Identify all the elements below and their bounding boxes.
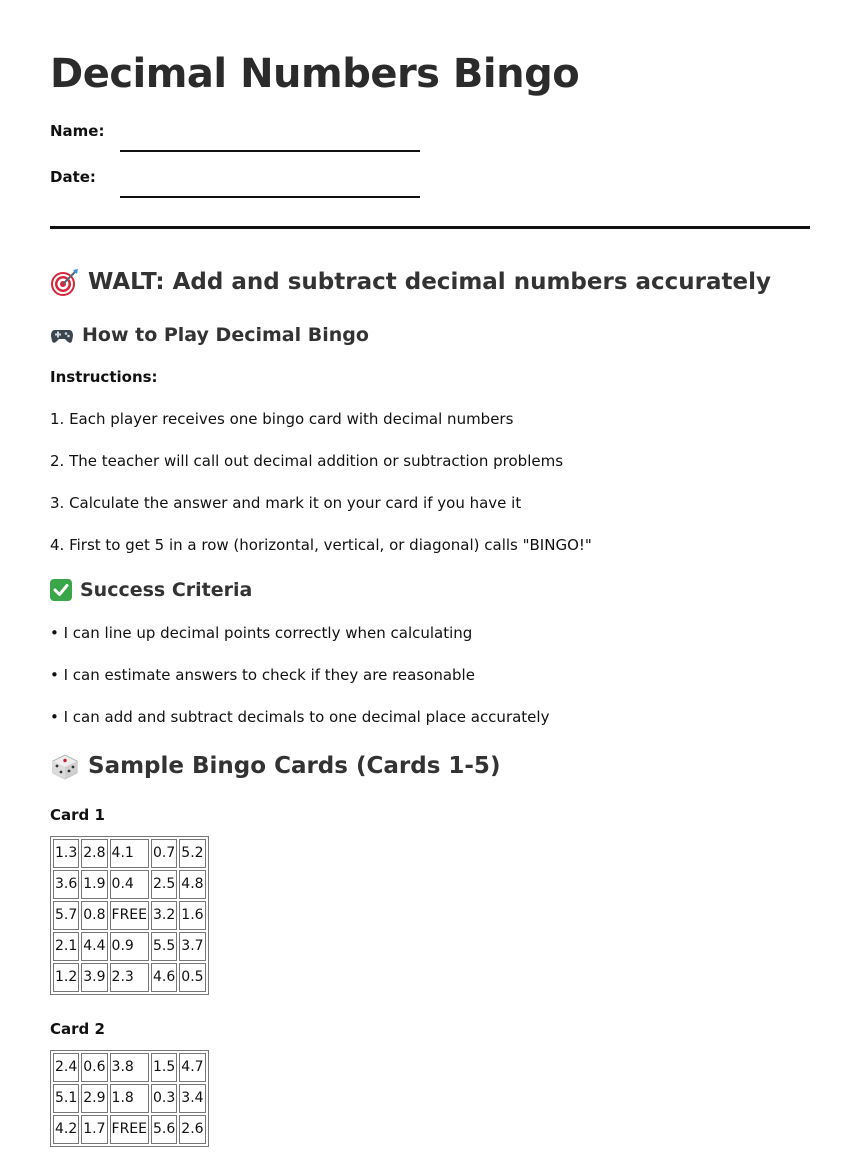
bingo-free-cell: FREE xyxy=(110,901,149,930)
date-input-line[interactable] xyxy=(120,176,420,198)
sample-cards-title: Sample Bingo Cards (Cards 1-5) xyxy=(88,753,501,779)
game-controller-icon xyxy=(50,323,74,347)
instruction-step: 4. First to get 5 in a row (horizontal, vertical, or diagonal) calls "BINGO!" xyxy=(50,536,592,554)
bingo-cell: 3.8 xyxy=(110,1053,149,1082)
instruction-step: 1. Each player receives one bingo card with decimal numbers xyxy=(50,410,514,428)
bingo-cell: 3.4 xyxy=(179,1084,205,1113)
bingo-card-table xyxy=(50,836,209,995)
table-row xyxy=(53,963,206,992)
bingo-cell: 0.3 xyxy=(151,1084,177,1113)
bingo-cell: 4.2 xyxy=(53,1115,79,1144)
bingo-cell: 0.4 xyxy=(110,870,149,899)
how-to-play-heading xyxy=(50,322,810,348)
success-criteria-title: Success Criteria xyxy=(80,579,253,601)
table-row xyxy=(53,839,206,868)
bingo-cell: 0.5 xyxy=(179,963,205,992)
table-row xyxy=(53,1053,206,1082)
how-to-play-title: How to Play Decimal Bingo xyxy=(82,324,369,346)
bingo-cell: 0.7 xyxy=(151,839,177,868)
bingo-cell: 1.6 xyxy=(179,901,205,930)
bingo-cell: 1.3 xyxy=(53,839,79,868)
card-label: Card 2 xyxy=(50,1020,105,1038)
walt-text: WALT: Add and subtract decimal numbers accurately xyxy=(88,269,772,295)
instruction-step: 2. The teacher will call out decimal addition or subtraction problems xyxy=(50,452,564,470)
bingo-cell: 3.9 xyxy=(81,963,107,992)
criteria-item: • I can estimate answers to check if they are reasonable xyxy=(50,666,475,684)
bingo-cell: 0.6 xyxy=(81,1053,107,1082)
criteria-item: • I can line up decimal points correctly when calculating xyxy=(50,624,473,642)
bingo-cell: 1.2 xyxy=(53,963,79,992)
bingo-cell: 1.5 xyxy=(151,1053,177,1082)
bingo-card-table xyxy=(50,1050,209,1147)
bingo-cell: 2.1 xyxy=(53,932,79,961)
bingo-cell: 2.3 xyxy=(110,963,149,992)
card-label: Card 1 xyxy=(50,806,105,824)
name-input-line[interactable] xyxy=(120,130,420,152)
bingo-cell: 5.7 xyxy=(53,901,79,930)
date-label: Date: xyxy=(50,168,96,186)
instruction-step: 3. Calculate the answer and mark it on your card if you have it xyxy=(50,494,522,512)
instructions-label: Instructions: xyxy=(50,368,158,386)
bingo-cell: 2.8 xyxy=(81,839,107,868)
bingo-cell: 4.4 xyxy=(81,932,107,961)
sample-cards-heading xyxy=(50,751,810,781)
bingo-cell: 1.9 xyxy=(81,870,107,899)
table-row xyxy=(53,870,206,899)
bingo-cell: 4.7 xyxy=(179,1053,205,1082)
bingo-cell: 5.6 xyxy=(151,1115,177,1144)
page-title: Decimal Numbers Bingo xyxy=(50,51,580,97)
bingo-cell: 5.2 xyxy=(179,839,205,868)
criteria-item: • I can add and subtract decimals to one decimal place accurately xyxy=(50,708,550,726)
bingo-cell: 2.6 xyxy=(179,1115,205,1144)
header-divider xyxy=(50,226,810,229)
bingo-cell: 3.7 xyxy=(179,932,205,961)
bingo-cell: 5.1 xyxy=(53,1084,79,1113)
table-row xyxy=(53,1084,206,1113)
bingo-cell: 0.8 xyxy=(81,901,107,930)
date-field-row xyxy=(50,166,810,190)
bingo-cell: 4.8 xyxy=(179,870,205,899)
walt-heading xyxy=(50,267,810,297)
bingo-cell: 2.4 xyxy=(53,1053,79,1082)
bingo-cell: 3.6 xyxy=(53,870,79,899)
table-row xyxy=(53,901,206,930)
name-label: Name: xyxy=(50,122,105,140)
check-mark-icon xyxy=(50,579,72,601)
bingo-cell: 1.8 xyxy=(110,1084,149,1113)
bingo-cell: 2.9 xyxy=(81,1084,107,1113)
bingo-cell: 1.7 xyxy=(81,1115,107,1144)
target-icon xyxy=(50,267,80,297)
bingo-cell: 5.5 xyxy=(151,932,177,961)
bingo-cell: 0.9 xyxy=(110,932,149,961)
die-icon xyxy=(50,751,80,781)
table-row xyxy=(53,932,206,961)
bingo-cell: 4.6 xyxy=(151,963,177,992)
bingo-cell: 2.5 xyxy=(151,870,177,899)
bingo-free-cell: FREE xyxy=(110,1115,149,1144)
bingo-cell: 3.2 xyxy=(151,901,177,930)
name-field-row xyxy=(50,120,810,144)
success-criteria-heading xyxy=(50,577,810,603)
table-row xyxy=(53,1115,206,1144)
bingo-cell: 4.1 xyxy=(110,839,149,868)
